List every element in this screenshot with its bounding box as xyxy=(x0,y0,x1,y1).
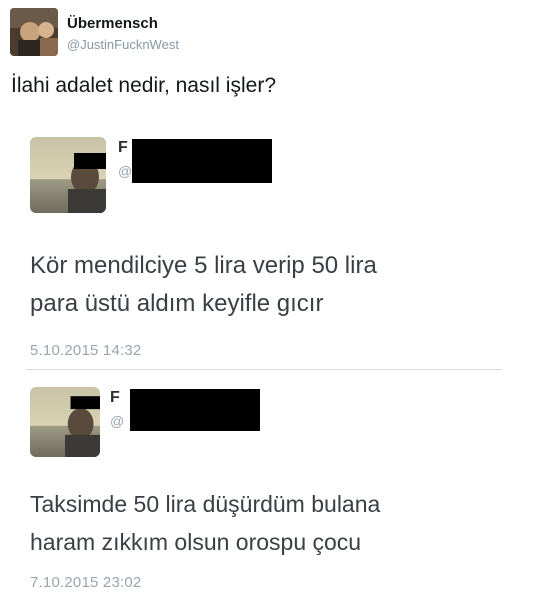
embedded-tweet-text xyxy=(30,485,380,561)
embedded-author-handle: @ xyxy=(110,413,125,429)
embedded-tweet[interactable] xyxy=(30,387,510,597)
embedded-author-name: F xyxy=(118,139,128,156)
embedded-tweet-line: haram zıkkım olsun orospu çocu xyxy=(30,529,362,555)
embedded-tweet-timestamp[interactable]: 7.10.2015 23:02 xyxy=(30,574,142,591)
embedded-tweet-timestamp[interactable]: 5.10.2015 14:32 xyxy=(30,342,142,359)
avatar-image-icon xyxy=(10,8,58,56)
tweet-text: İlahi adalet nedir, nasıl işler? xyxy=(11,74,276,97)
author-display-name[interactable]: Übermensch xyxy=(67,15,158,32)
embedded-tweet[interactable] xyxy=(30,137,510,362)
avatar-image-icon xyxy=(30,137,106,213)
embedded-avatar[interactable] xyxy=(30,137,106,213)
divider xyxy=(26,369,502,370)
embedded-tweet-line: Kör mendilciye 5 lira verip 50 lira xyxy=(30,252,377,279)
redaction-bar xyxy=(130,389,260,431)
embedded-author-name: F xyxy=(110,389,120,406)
redaction-bar xyxy=(132,139,272,183)
embedded-author-handle: @ xyxy=(118,163,133,179)
embedded-tweet-text xyxy=(30,247,377,323)
author-avatar[interactable] xyxy=(10,8,58,56)
embedded-avatar[interactable] xyxy=(30,387,100,457)
avatar-image-icon xyxy=(30,387,100,457)
author-handle[interactable]: @JustinFucknWest xyxy=(67,37,179,52)
embedded-tweet-line: Taksimde 50 lira düşürdüm bulana xyxy=(30,491,381,517)
embedded-tweet-line: para üstü aldım keyifle gıcır xyxy=(30,290,324,317)
